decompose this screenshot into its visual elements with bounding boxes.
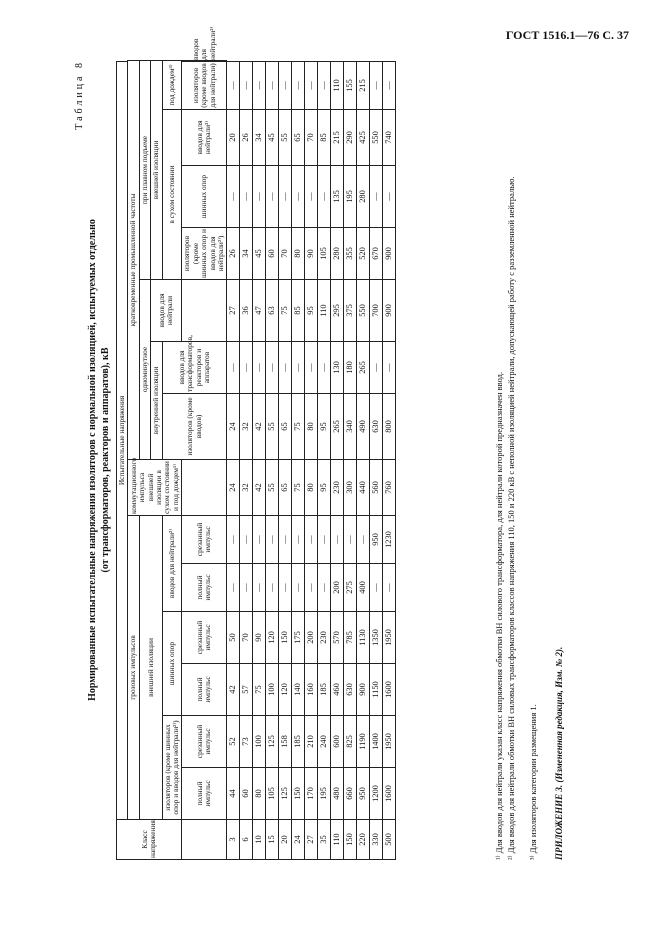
value-cell: 32 [240, 460, 253, 516]
value-cell: 130 [331, 342, 344, 394]
value-cell: 700 [370, 280, 383, 342]
value-cell: — [266, 516, 279, 564]
value-cell: — [383, 166, 396, 228]
value-cell: 230 [318, 612, 331, 664]
value-cell: 70 [305, 110, 318, 166]
table-row [292, 61, 305, 860]
value-cell: 44 [227, 768, 240, 820]
dry-state-header: в сухом состоянии [162, 110, 182, 280]
value-cell: 265 [331, 394, 344, 460]
value-cell: 34 [240, 228, 253, 280]
value-cell: — [305, 564, 318, 612]
value-cell: 670 [370, 228, 383, 280]
value-cell: 85 [318, 110, 331, 166]
value-cell: 825 [344, 716, 357, 768]
table-row [227, 61, 240, 860]
cut-impulse-1: срезанный импульс [182, 716, 227, 768]
table-row [357, 61, 370, 860]
bus-supports-header: шинных опор [162, 612, 182, 716]
value-cell: 140 [292, 664, 305, 716]
value-cell: 210 [305, 716, 318, 768]
voltage-class-cell: 20 [279, 820, 292, 860]
voltage-class-cell: 6 [240, 820, 253, 860]
table-row [266, 61, 279, 860]
value-cell: 105 [266, 768, 279, 820]
footnote-2: ²⁾ Для вводов для нейтрали обмотки ВН силовых трансформаторов классов напряжения 110, 150 и 220 кВ с неполной изоляцией нейтрали, допускающей работу с разземленной нейтралью. [506, 176, 516, 860]
value-cell: 90 [253, 612, 266, 664]
value-cell: — [240, 564, 253, 612]
test-voltage-table [116, 26, 396, 860]
voltage-class-cell: 150 [344, 820, 357, 860]
value-cell: 215 [331, 110, 344, 166]
value-cell: 400 [357, 564, 370, 612]
voltage-class-cell: 3 [227, 820, 240, 860]
class-header: Класс напряжения [117, 820, 182, 860]
value-cell: 275 [344, 564, 357, 612]
value-cell: 65 [279, 394, 292, 460]
value-cell: 300 [344, 460, 357, 516]
value-cell: 560 [370, 460, 383, 516]
value-cell: 32 [240, 394, 253, 460]
value-cell: — [383, 61, 396, 109]
value-cell: — [279, 61, 292, 109]
value-cell: 425 [357, 110, 370, 166]
value-cell: — [370, 166, 383, 228]
value-cell: — [266, 564, 279, 612]
class-subheader [182, 820, 227, 860]
value-cell: 630 [344, 664, 357, 716]
value-cell: 180 [344, 342, 357, 394]
value-cell: 195 [344, 166, 357, 228]
value-cell: 120 [279, 664, 292, 716]
dry-insulators-header: изоляторов (кроме шинных опор и вводов для нейтрали²⁾) [182, 229, 226, 278]
value-cell: 80 [305, 460, 318, 516]
value-cell: 95 [305, 280, 318, 342]
value-cell: 24 [227, 460, 240, 516]
value-cell: 52 [227, 716, 240, 768]
value-cell: — [370, 564, 383, 612]
value-cell: — [292, 166, 305, 228]
value-cell: 200 [305, 612, 318, 664]
table-row [383, 61, 396, 860]
value-cell: 295 [331, 280, 344, 342]
value-cell: — [305, 166, 318, 228]
value-cell: — [227, 564, 240, 612]
external-insulation-2-header: внешней изоляции [151, 61, 162, 280]
value-cell: 105 [318, 228, 331, 280]
value-cell: 215 [357, 61, 370, 109]
value-cell: 65 [279, 460, 292, 516]
insulators-header: изоляторов (кроме шинных опор и вводов для нейтрали²⁾) [162, 716, 182, 820]
value-cell: 280 [331, 228, 344, 280]
value-cell: — [240, 342, 253, 394]
value-cell: 160 [305, 664, 318, 716]
value-cell: 75 [292, 460, 305, 516]
value-cell: 45 [266, 110, 279, 166]
value-cell: — [266, 342, 279, 394]
full-impulse-3: полный импульс [182, 564, 227, 612]
value-cell: — [279, 564, 292, 612]
value-cell: — [227, 166, 240, 228]
table-row [331, 61, 344, 860]
value-cell: 24 [227, 394, 240, 460]
voltage-class-cell: 15 [266, 820, 279, 860]
value-cell: 120 [266, 612, 279, 664]
internal-neutral-header: вводов для нейтрали [151, 280, 182, 342]
table-number: Таблица 8 [74, 60, 85, 130]
one-minute-header: одноминутное [139, 280, 150, 460]
voltage-class-cell: 27 [305, 820, 318, 860]
voltage-class-cell: 330 [370, 820, 383, 860]
value-cell: 60 [266, 228, 279, 280]
value-cell: 75 [292, 394, 305, 460]
value-cell: 135 [331, 166, 344, 228]
voltage-class-cell: 220 [357, 820, 370, 860]
value-cell: 158 [279, 716, 292, 768]
value-cell: 1190 [357, 716, 370, 768]
power-frequency-header: кратковременные промышленной частоты [128, 61, 139, 460]
value-cell: 63 [266, 280, 279, 342]
value-cell: 95 [318, 394, 331, 460]
value-cell: 36 [240, 280, 253, 342]
value-cell: 785 [344, 612, 357, 664]
footnote-3: ³⁾ Для изоляторов категории размещения 1. [528, 704, 538, 860]
value-cell: 230 [331, 460, 344, 516]
value-cell: 240 [318, 716, 331, 768]
value-cell: 45 [253, 228, 266, 280]
value-cell: — [305, 61, 318, 109]
internal-insulators-header: изоляторов (кроме вводов) [162, 394, 227, 460]
value-cell: 950 [370, 516, 383, 564]
value-cell: 125 [266, 716, 279, 768]
value-cell: 42 [253, 394, 266, 460]
dry-bus-header: шинных опор [182, 166, 227, 228]
value-cell: 200 [331, 564, 344, 612]
value-cell: 550 [357, 280, 370, 342]
value-cell: — [292, 61, 305, 109]
value-cell: — [331, 516, 344, 564]
value-cell: 100 [253, 716, 266, 768]
value-cell: 95 [318, 460, 331, 516]
value-cell: 175 [292, 612, 305, 664]
value-cell: — [383, 342, 396, 394]
voltage-class-cell: 110 [331, 820, 344, 860]
internal-bushings-header: вводов для трансформаторов, реакторов и аппаратов [162, 342, 227, 394]
value-cell: 34 [253, 110, 266, 166]
table-row [318, 61, 331, 860]
table-row [279, 61, 292, 860]
value-cell: 280 [357, 166, 370, 228]
smooth-rise-header: при плавном подъеме [139, 61, 150, 280]
value-cell: 150 [292, 768, 305, 820]
value-cell: 375 [344, 280, 357, 342]
rain-neutral-header: вводов для нейтрали²⁾ [190, 26, 217, 60]
value-cell: — [292, 342, 305, 394]
rain-header: под дождем³⁾ [162, 61, 182, 110]
value-cell: 1600 [383, 664, 396, 716]
value-cell: 550 [370, 110, 383, 166]
value-cell: — [253, 564, 266, 612]
value-cell: 1350 [370, 612, 383, 664]
value-cell: — [227, 61, 240, 109]
value-cell: 900 [357, 664, 370, 716]
neutral-bushings-header: вводов для нейтрали²⁾ [162, 516, 182, 612]
table-title [86, 60, 112, 860]
value-cell: 490 [357, 394, 370, 460]
value-cell: 80 [253, 768, 266, 820]
value-cell: 42 [227, 664, 240, 716]
voltage-class-cell: 500 [383, 820, 396, 860]
footnote-1: ¹⁾ Для вводов для нейтрали указан класс напряжения обмотки ВН силового трансформатора, для нейтрали которой предназначен ввод. [494, 371, 504, 860]
value-cell: 110 [318, 280, 331, 342]
value-cell: 1600 [383, 768, 396, 820]
value-cell: — [253, 61, 266, 109]
value-cell: 195 [318, 768, 331, 820]
value-cell: 1130 [357, 612, 370, 664]
value-cell: 75 [253, 664, 266, 716]
value-cell: 760 [383, 460, 396, 516]
value-cell: — [266, 166, 279, 228]
value-cell: — [370, 61, 383, 109]
value-cell: 630 [370, 394, 383, 460]
value-cell: 125 [279, 768, 292, 820]
value-cell: — [292, 564, 305, 612]
value-cell: 1950 [383, 612, 396, 664]
value-cell: 65 [292, 110, 305, 166]
value-cell: 950 [357, 768, 370, 820]
value-cell: 42 [253, 460, 266, 516]
value-cell: 1950 [383, 716, 396, 768]
value-cell: 900 [383, 280, 396, 342]
value-cell: 170 [305, 768, 318, 820]
value-cell: 155 [344, 61, 357, 109]
value-cell: — [240, 61, 253, 109]
value-cell: 185 [292, 716, 305, 768]
table-row [305, 61, 318, 860]
value-cell: 26 [240, 110, 253, 166]
impulse-header: грозовых импульсов [128, 516, 139, 820]
value-cell: 70 [240, 612, 253, 664]
value-cell: 55 [266, 394, 279, 460]
value-cell: 110 [331, 61, 344, 109]
value-cell: 800 [383, 394, 396, 460]
value-cell: — [240, 166, 253, 228]
internal-neutral-subheader [182, 280, 227, 342]
value-cell: — [279, 516, 292, 564]
value-cell: 80 [292, 228, 305, 280]
cut-impulse-3: срезанный импульс [182, 516, 227, 564]
value-cell: 185 [318, 664, 331, 716]
external-insulation-header: внешней изоляции [139, 516, 162, 820]
value-cell: 290 [344, 110, 357, 166]
table-row [240, 61, 253, 860]
table-row [370, 61, 383, 860]
value-cell: 50 [227, 612, 240, 664]
appendix-note: ПРИЛОЖЕНИЕ 3. (Измененная редакция, Изм. № 2). [554, 646, 564, 860]
value-cell: — [305, 516, 318, 564]
value-cell: 600 [331, 716, 344, 768]
value-cell: — [370, 342, 383, 394]
value-cell: 520 [357, 228, 370, 280]
title-line-2: (от трансформаторов, реакторов и аппаратов), кВ [100, 347, 111, 573]
value-cell: — [357, 516, 370, 564]
value-cell: 90 [305, 228, 318, 280]
value-cell: 265 [357, 342, 370, 394]
voltage-class-cell: 35 [318, 820, 331, 860]
value-cell: 440 [357, 460, 370, 516]
value-cell: 55 [266, 460, 279, 516]
value-cell: — [227, 516, 240, 564]
page-header: ГОСТ 1516.1—76 С. 37 [505, 28, 629, 42]
value-cell: 340 [344, 394, 357, 460]
full-impulse-2: полный импульс [182, 664, 227, 716]
value-cell: 570 [331, 612, 344, 664]
value-cell: — [266, 61, 279, 109]
value-cell: — [383, 564, 396, 612]
value-cell: 70 [279, 228, 292, 280]
value-cell: 740 [383, 110, 396, 166]
value-cell: — [227, 342, 240, 394]
value-cell: 85 [292, 280, 305, 342]
value-cell: — [253, 516, 266, 564]
value-cell: 57 [240, 664, 253, 716]
value-cell: 27 [227, 280, 240, 342]
value-cell: — [240, 516, 253, 564]
value-cell: 20 [227, 110, 240, 166]
voltage-class-cell: 10 [253, 820, 266, 860]
value-cell: 1200 [370, 768, 383, 820]
value-cell: 100 [266, 664, 279, 716]
value-cell: 75 [279, 280, 292, 342]
value-cell: 1400 [370, 716, 383, 768]
value-cell: — [318, 61, 331, 109]
value-cell: 60 [240, 768, 253, 820]
full-impulse-1: полный импульс [182, 768, 227, 820]
value-cell: 47 [253, 280, 266, 342]
value-cell: — [318, 342, 331, 394]
table-row [253, 61, 266, 860]
value-cell: — [344, 516, 357, 564]
value-cell: — [279, 342, 292, 394]
value-cell: 73 [240, 716, 253, 768]
value-cell: 1230 [383, 516, 396, 564]
voltage-class-cell: 24 [292, 820, 305, 860]
table-body [227, 61, 396, 860]
internal-insulation-header: внутренней изоляции [151, 342, 162, 460]
switching-header: коммутационного импульса внешней изоляции в сухом состоянии и под дождем¹⁾ [128, 460, 182, 516]
value-cell: 460 [331, 664, 344, 716]
table-row [344, 61, 357, 860]
test-header: Испытательные напряжения [117, 61, 128, 819]
value-cell: — [253, 342, 266, 394]
value-cell: — [253, 166, 266, 228]
switching-subheader [182, 460, 227, 516]
value-cell: — [305, 342, 318, 394]
value-cell: — [318, 516, 331, 564]
value-cell: — [318, 166, 331, 228]
value-cell: 1150 [370, 664, 383, 716]
cut-impulse-2: срезанный импульс [182, 612, 227, 664]
title-line-1: Нормированные испытательные напряжения изоляторов с нормальной изоляцией, испытуемых отдельно [87, 219, 98, 701]
value-cell: 900 [383, 228, 396, 280]
value-cell: 55 [279, 110, 292, 166]
value-cell: 150 [279, 612, 292, 664]
value-cell: — [318, 564, 331, 612]
value-cell: — [292, 516, 305, 564]
dry-neutral-header: вводов для нейтрали²⁾ [182, 110, 227, 166]
value-cell: 26 [227, 228, 240, 280]
value-cell: 480 [331, 768, 344, 820]
rain-insulators-header: изоляторов (кроме вводов для нейтрали) [182, 61, 227, 109]
value-cell: 80 [305, 394, 318, 460]
value-cell: — [279, 166, 292, 228]
value-cell: 355 [344, 228, 357, 280]
value-cell: 660 [344, 768, 357, 820]
